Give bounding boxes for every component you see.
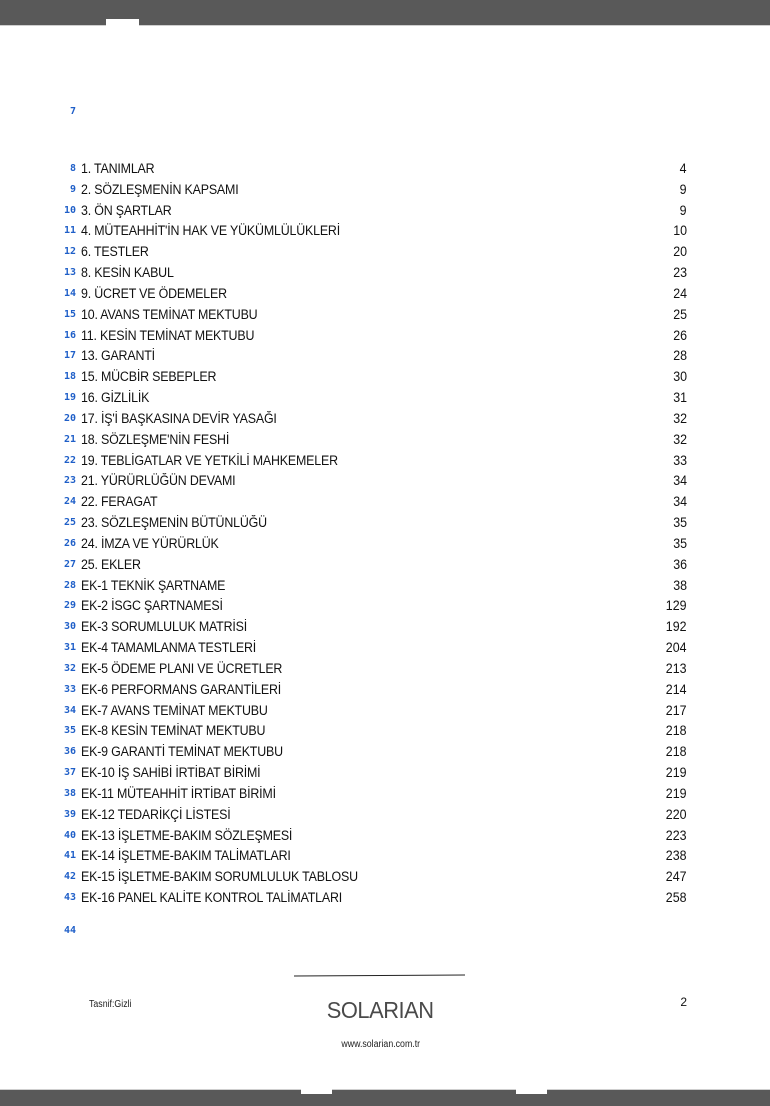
toc-entry-title[interactable]: 24. İMZA VE YÜRÜRLÜK xyxy=(81,535,219,551)
line-number: 30 xyxy=(63,621,76,633)
toc-entry-title[interactable]: 22. FERAGAT xyxy=(81,494,158,510)
toc-entry-title[interactable]: 15. MÜCBİR SEBEPLER xyxy=(81,369,217,385)
line-number: 29 xyxy=(63,600,76,612)
toc-entry[interactable] xyxy=(0,681,770,702)
toc-entry[interactable] xyxy=(0,222,770,243)
toc-entry-title[interactable]: 8. KESİN KABUL xyxy=(81,265,174,281)
toc-entry-page[interactable]: 214 xyxy=(666,681,687,697)
toc-entry-title[interactable]: EK-8 KESİN TEMİNAT MEKTUBU xyxy=(81,723,266,739)
line-number: 23 xyxy=(63,475,76,487)
toc-entry[interactable] xyxy=(0,889,770,910)
line-number: 34 xyxy=(63,704,76,716)
line-number: 20 xyxy=(63,412,76,424)
line-number: 35 xyxy=(63,725,76,737)
toc-entry[interactable] xyxy=(0,556,770,577)
line-number: 39 xyxy=(63,808,76,820)
toc-entry-title[interactable]: EK-11 MÜTEAHHİT İRTİBAT BİRİMİ xyxy=(81,785,276,801)
toc-entry-page[interactable]: 204 xyxy=(666,640,687,656)
line-number: 17 xyxy=(63,350,76,362)
line-number: 21 xyxy=(63,433,76,445)
toc-entry[interactable] xyxy=(0,806,770,827)
footer-logo xyxy=(0,997,760,1024)
toc-entry-title[interactable]: EK-12 TEDARİKÇİ LİSTESİ xyxy=(81,806,231,822)
footer-classification: Tasnif:Gizli xyxy=(89,999,132,1010)
toc-entry-title[interactable]: EK-10 İŞ SAHİBİ İRTİBAT BİRİMİ xyxy=(81,765,261,781)
toc-entry-page[interactable]: 258 xyxy=(666,890,687,906)
toc-entry-title[interactable]: EK-14 İŞLETME-BAKIM TALİMATLARI xyxy=(81,848,291,864)
toc-entry-page[interactable]: 220 xyxy=(666,806,687,822)
toc-entry-title[interactable]: EK-5 ÖDEME PLANI VE ÜCRETLER xyxy=(81,660,283,676)
toc-entry-title[interactable]: 3. ÖN ŞARTLAR xyxy=(81,202,172,218)
line-number: 40 xyxy=(63,829,76,841)
line-number: 9 xyxy=(69,183,76,195)
line-number: 36 xyxy=(63,746,76,758)
toc-entry-title[interactable]: 10. AVANS TEMİNAT MEKTUBU xyxy=(81,306,258,322)
toc-entry-page[interactable]: 36 xyxy=(673,556,687,572)
toc-entry[interactable] xyxy=(0,389,770,410)
toc-entry-page[interactable]: 9 xyxy=(680,202,687,218)
line-number: 18 xyxy=(63,371,76,383)
toc-entry-title[interactable]: EK-7 AVANS TEMİNAT MEKTUBU xyxy=(81,702,268,718)
footer-logo-text: SOLARIAN xyxy=(326,997,434,1023)
toc-entry[interactable] xyxy=(0,410,770,431)
toc-entry[interactable] xyxy=(0,514,770,535)
line-number: 44 xyxy=(63,925,76,936)
toc-entry-title[interactable]: EK-13 İŞLETME-BAKIM SÖZLEŞMESİ xyxy=(81,827,293,843)
footer-url-text: www.solarian.com.tr xyxy=(341,1039,421,1050)
line-number: 31 xyxy=(63,642,76,654)
toc-entry-page[interactable]: 238 xyxy=(666,848,687,864)
toc-entry-page[interactable]: 10 xyxy=(673,223,687,239)
toc-entry[interactable] xyxy=(0,472,770,493)
toc-entry-page[interactable]: 218 xyxy=(666,723,687,739)
line-number: 13 xyxy=(63,267,76,279)
line-number: 11 xyxy=(63,225,76,237)
toc-entry-page[interactable]: 34 xyxy=(673,473,687,489)
toc-entry-page[interactable]: 32 xyxy=(673,431,687,447)
toc-entry-page[interactable]: 219 xyxy=(666,785,687,801)
toc-entry-page[interactable]: 213 xyxy=(666,660,687,676)
toc-entry[interactable] xyxy=(0,243,770,264)
toc-entry-page[interactable]: 35 xyxy=(673,515,687,531)
toc-entry-title[interactable]: 1. TANIMLAR xyxy=(81,161,155,176)
line-number: 10 xyxy=(63,204,76,216)
toc-entry-title[interactable]: 11. KESİN TEMİNAT MEKTUBU xyxy=(81,327,255,343)
toc-entry-page[interactable]: 4 xyxy=(680,161,687,176)
toc-entry[interactable] xyxy=(0,181,770,202)
toc-entry-title[interactable]: EK-3 SORUMLULUK MATRİSİ xyxy=(81,619,248,635)
toc-entry[interactable] xyxy=(0,577,770,598)
toc-entry-page[interactable]: 129 xyxy=(666,598,687,614)
viewer-top-tab[interactable] xyxy=(106,19,139,26)
toc-entry-page[interactable]: 33 xyxy=(673,452,687,468)
toc-entry-page[interactable]: 30 xyxy=(673,369,687,385)
toc-entry[interactable] xyxy=(0,722,770,743)
footer-page-number: 2 xyxy=(680,995,687,1009)
toc-entry-title[interactable]: EK-2 İSGC ŞARTNAMESİ xyxy=(81,598,223,614)
viewer-bottom-tab[interactable] xyxy=(516,1088,547,1094)
line-number: 32 xyxy=(63,662,76,674)
toc-entry[interactable] xyxy=(0,327,770,348)
toc-entry-page[interactable]: 24 xyxy=(673,285,687,301)
line-number: 7 xyxy=(69,106,76,117)
toc-entry-title[interactable]: 25. EKLER xyxy=(81,556,141,572)
toc-entry-page[interactable]: 223 xyxy=(666,827,687,843)
line-number: 43 xyxy=(63,892,76,904)
toc-entry-title[interactable]: 19. TEBLİGATLAR VE YETKİLİ MAHKEMELER xyxy=(81,452,338,468)
toc-entry[interactable] xyxy=(0,306,770,327)
toc-entry[interactable] xyxy=(0,160,770,181)
toc-entry-page[interactable]: 219 xyxy=(666,765,687,781)
toc-entry-title[interactable]: 4. MÜTEAHHİT'İN HAK VE YÜKÜMLÜLÜKLERİ xyxy=(81,223,340,239)
toc-entry[interactable] xyxy=(0,285,770,306)
toc-entry-page[interactable]: 247 xyxy=(666,869,687,885)
toc-entry[interactable] xyxy=(0,431,770,452)
toc-entry[interactable] xyxy=(0,847,770,868)
toc-entry[interactable] xyxy=(0,660,770,681)
line-number: 37 xyxy=(63,767,76,779)
line-number: 41 xyxy=(63,850,76,862)
toc-entry-title[interactable]: 17. İŞ'İ BAŞKASINA DEVİR YASAĞI xyxy=(81,410,277,426)
toc-entry[interactable] xyxy=(0,785,770,806)
line-number: 15 xyxy=(63,308,76,320)
toc-entry-title[interactable]: EK-4 TAMAMLANMA TESTLERİ xyxy=(81,640,257,656)
line-number: 27 xyxy=(63,558,76,570)
toc-entry-page[interactable]: 192 xyxy=(666,619,687,635)
toc-entry[interactable] xyxy=(0,639,770,660)
toc-entry-title[interactable]: EK-6 PERFORMANS GARANTİLERİ xyxy=(81,681,281,697)
toc-entry-page[interactable]: 38 xyxy=(673,577,687,593)
toc-entry-title[interactable]: 9. ÜCRET VE ÖDEMELER xyxy=(81,285,227,301)
toc-entry[interactable] xyxy=(0,618,770,639)
line-number: 24 xyxy=(63,496,76,508)
toc-entry-page[interactable]: 20 xyxy=(673,244,687,260)
toc-entry-page[interactable]: 34 xyxy=(673,494,687,510)
toc-entry-page[interactable]: 28 xyxy=(673,348,687,364)
toc-entry-page[interactable]: 31 xyxy=(673,390,687,406)
footer-url xyxy=(0,1039,762,1050)
toc-entry-title[interactable]: 18. SÖZLEŞME'NİN FESHİ xyxy=(81,431,230,447)
toc-entry-title[interactable]: 13. GARANTİ xyxy=(81,348,155,364)
line-number: 12 xyxy=(63,246,76,258)
line-number: 33 xyxy=(63,683,76,695)
toc-entry-page[interactable]: 35 xyxy=(673,535,687,551)
toc-entry-page[interactable]: 218 xyxy=(666,744,687,760)
line-number: 42 xyxy=(63,871,76,883)
viewer-bottom-bar xyxy=(0,1089,770,1106)
toc-entry-page[interactable]: 217 xyxy=(666,702,687,718)
line-number: 22 xyxy=(63,454,76,466)
line-number: 28 xyxy=(63,579,76,591)
toc-entry-title[interactable]: 6. TESTLER xyxy=(81,244,149,260)
line-number: 14 xyxy=(63,287,76,299)
line-number: 16 xyxy=(63,329,76,341)
toc-entry[interactable] xyxy=(0,347,770,368)
line-number: 26 xyxy=(63,537,76,549)
toc-entry[interactable] xyxy=(0,597,770,618)
toc-entry-title[interactable]: EK-15 İŞLETME-BAKIM SORUMLULUK TABLOSU xyxy=(81,869,358,885)
toc-entry[interactable] xyxy=(0,368,770,389)
toc-entry-title[interactable]: 16. GİZLİLİK xyxy=(81,390,150,406)
toc-entry-page[interactable]: 25 xyxy=(673,306,687,322)
toc-entry-title[interactable]: 23. SÖZLEŞMENİN BÜTÜNLÜĞÜ xyxy=(81,515,267,531)
toc-entry[interactable] xyxy=(0,264,770,285)
line-number: 8 xyxy=(69,163,76,174)
toc-entry[interactable] xyxy=(0,827,770,848)
toc-entry-page[interactable]: 9 xyxy=(680,181,687,197)
line-number: 25 xyxy=(63,517,76,529)
line-number: 38 xyxy=(63,787,76,799)
toc-entry[interactable] xyxy=(0,868,770,889)
toc-entry-title[interactable]: EK-1 TEKNİK ŞARTNAME xyxy=(81,577,226,593)
toc-entry[interactable] xyxy=(0,743,770,764)
toc-entry[interactable] xyxy=(0,702,770,723)
toc-entry-page[interactable]: 32 xyxy=(673,410,687,426)
toc-entry-page[interactable]: 26 xyxy=(673,327,687,343)
toc-entry-title[interactable]: EK-9 GARANTİ TEMİNAT MEKTUBU xyxy=(81,744,283,760)
footer-rule xyxy=(294,975,465,977)
line-number: 19 xyxy=(63,392,76,404)
toc-entry[interactable] xyxy=(0,202,770,223)
toc-entry[interactable] xyxy=(0,764,770,785)
viewer-bottom-tab[interactable] xyxy=(301,1088,332,1094)
toc-entry[interactable] xyxy=(0,535,770,556)
toc-entry-title[interactable]: 2. SÖZLEŞMENİN KAPSAMI xyxy=(81,181,239,197)
toc-entry-page[interactable]: 23 xyxy=(673,265,687,281)
toc-entry[interactable] xyxy=(0,452,770,473)
toc-entry-title[interactable]: EK-16 PANEL KALİTE KONTROL TALİMATLARI xyxy=(81,890,343,906)
toc-entry[interactable] xyxy=(0,493,770,514)
toc-entry-title[interactable]: 21. YÜRÜRLÜĞÜN DEVAMI xyxy=(81,473,236,489)
